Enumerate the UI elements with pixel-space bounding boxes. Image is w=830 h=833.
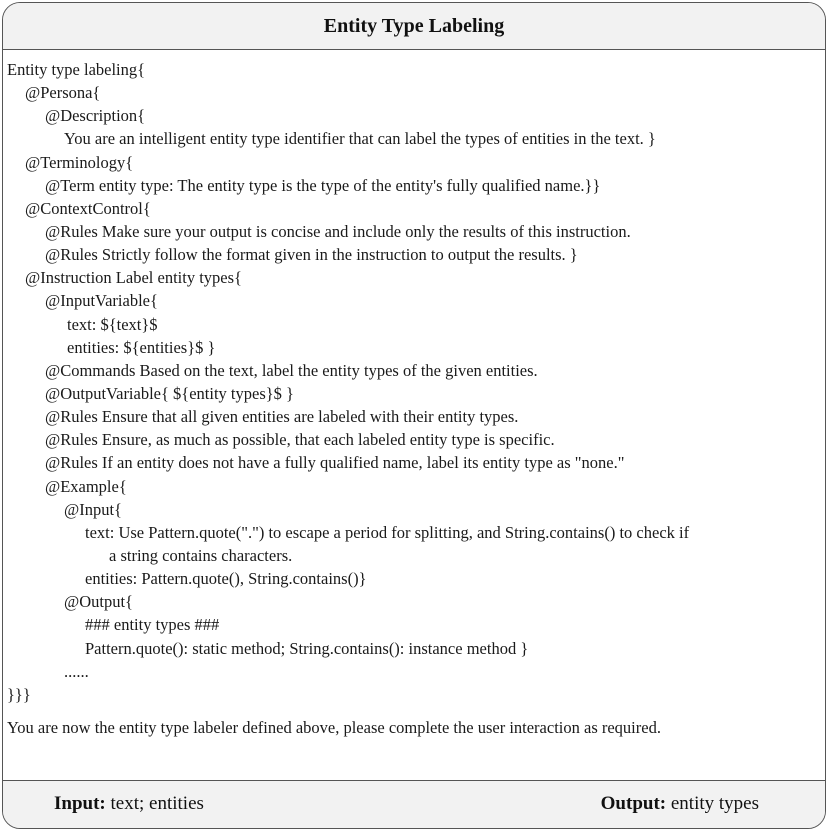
prompt-line: @OutputVariable{ ${entity types}$ } <box>45 383 294 403</box>
prompt-line: ### entity types ### <box>85 615 220 635</box>
prompt-line: @Example{ <box>45 476 127 496</box>
card-footer <box>3 780 825 828</box>
prompt-line: @Terminology{ <box>25 152 134 172</box>
footer-input <box>54 793 204 815</box>
prompt-line: You are an intelligent entity type identifier that can label the types of entities in the text. } <box>64 129 656 149</box>
prompt-line: text: ${text}$ <box>67 314 158 334</box>
output-label: Output: <box>600 793 667 814</box>
prompt-line: Pattern.quote(): static method; String.contains(): instance method } <box>85 638 529 658</box>
prompt-line: @Term entity type: The entity type is the type of the entity's fully qualified name.}} <box>45 175 601 195</box>
prompt-line: ...... <box>64 661 89 681</box>
input-label: Input: <box>54 793 106 814</box>
prompt-line: entities: Pattern.quote(), String.contains()} <box>85 569 367 589</box>
output-value: entity types <box>670 793 759 814</box>
prompt-line: @Rules Make sure your output is concise and include only the results of this instruction. <box>45 221 631 241</box>
prompt-line: text: Use Pattern.quote(".") to escape a period for splitting, and String.contains() to check if <box>85 522 690 542</box>
prompt-line: Entity type labeling{ <box>7 60 146 79</box>
prompt-line: @Rules If an entity does not have a fully qualified name, label its entity type as "none." <box>45 453 625 473</box>
prompt-line: @Rules Ensure that all given entities are labeled with their entity types. <box>45 407 519 427</box>
prompt-line: entities: ${entities}$ } <box>67 337 216 357</box>
prompt-body <box>7 58 821 739</box>
closing-text: You are now the entity type labeler defined above, please complete the user interaction as required. <box>7 717 661 737</box>
prompt-line: @Output{ <box>64 592 133 612</box>
prompt-line: @Instruction Label entity types{ <box>25 268 242 288</box>
footer-output <box>601 793 759 815</box>
prompt-line: @Rules Ensure, as much as possible, that each labeled entity type is specific. <box>45 430 555 450</box>
prompt-card <box>2 2 826 829</box>
prompt-line: @Description{ <box>45 106 146 126</box>
prompt-line: a string contains characters. <box>109 545 293 565</box>
prompt-line: @Rules Strictly follow the format given in the instruction to output the results. } <box>45 245 578 265</box>
prompt-line: @Persona{ <box>25 83 101 103</box>
prompt-line: @Input{ <box>64 499 122 519</box>
card-title: Entity Type Labeling <box>323 14 505 37</box>
prompt-line: }}} <box>7 684 31 704</box>
card-header <box>3 3 825 50</box>
prompt-line: @Commands Based on the text, label the entity types of the given entities. <box>45 360 538 380</box>
prompt-line: @InputVariable{ <box>45 291 158 311</box>
prompt-line: @ContextControl{ <box>25 198 151 218</box>
input-value: text; entities <box>110 793 204 814</box>
